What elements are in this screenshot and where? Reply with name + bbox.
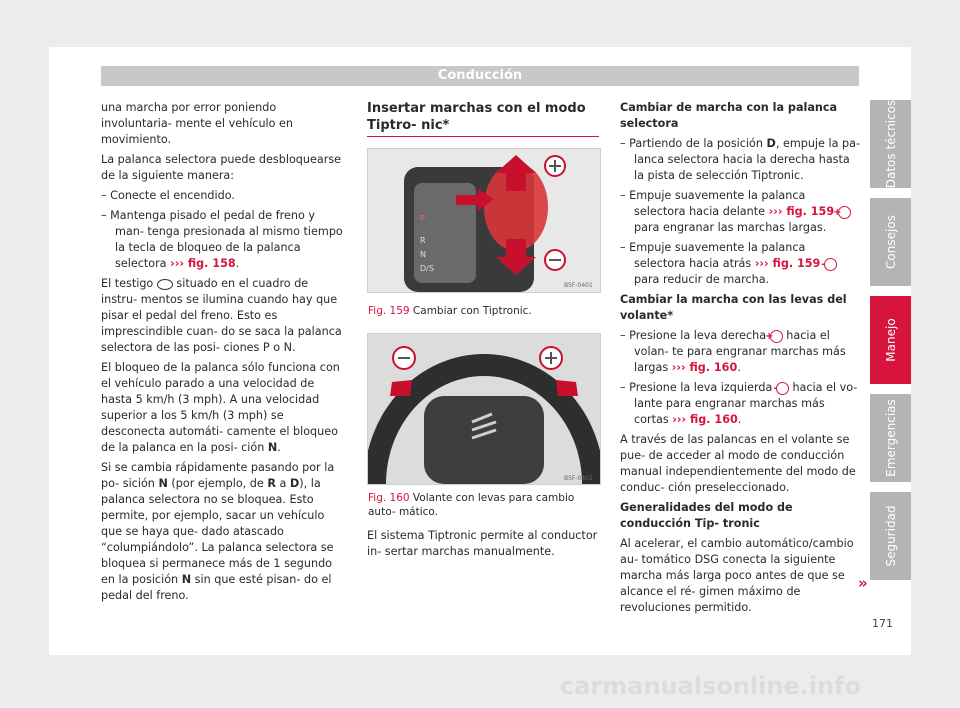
fig-link[interactable]: ››› fig. 159 (768, 205, 835, 218)
tab-emergencias[interactable]: Emergencias (870, 394, 911, 482)
tab-seguridad[interactable]: Seguridad (870, 492, 911, 580)
list-item: – Empuje suavemente la palanca selectora hacia atrás ››› fig. 159 - para reducir de marcha. (620, 240, 860, 288)
plus-icon: + (770, 330, 783, 343)
figure-code: B5F-0402 (564, 475, 593, 482)
paragraph: El bloqueo de la palanca sólo funciona con el vehículo parado a una velocidad de hasta 5 km/h (3 mph). A una velocidad superior a los 5 km/h (3 mph) se desconecta automáti- camente el bloqueo de la palanca en la posi- ción N. (101, 361, 340, 454)
paragraph: El testigo situado en el cuadro de instru- mentos se ilumina cuando hay que pisar el pedal del freno. Esto es imprescindible cuan- do se saca la palanca selectora de las posi- ciones P o N. (101, 277, 342, 354)
figure-160 (367, 333, 601, 485)
tiptronic-shifter-illustration (368, 149, 600, 292)
list-item: – Presione la leva derecha + hacia el volan- te para engranar marchas más largas ››› fig. 160. (620, 329, 846, 374)
minus-icon: - (824, 258, 837, 271)
figure-160-caption: Fig. 160 Volante con levas para cambio auto- mático. (368, 492, 575, 518)
paragraph: La palanca selectora puede desbloquearse de la siguiente manera: (101, 153, 342, 182)
brake-warning-icon (157, 279, 173, 290)
figure-159 (367, 148, 601, 293)
left-paddle-icon (390, 380, 412, 396)
fig-link[interactable]: ››› fig. 158 (170, 257, 236, 270)
paragraph: Al acelerar, el cambio automático/cambio au- tomático DSG conecta la siguiente marcha más larga poco antes de que se alcance el ré- gimen máximo de revoluciones permitido. (620, 537, 854, 614)
section-divider (367, 136, 599, 137)
subheading: Generalidades del modo de conducción Tip- tronic (620, 501, 793, 530)
paragraph: El sistema Tiptronic permite al conductor in- sertar marchas manualmente. (367, 529, 598, 558)
list-item: – Presione la leva izquierda - hacia el vo- lante para engranar marchas más cortas ››› fig. 160. (620, 381, 858, 426)
page-header: Conducción (101, 66, 859, 86)
fig-link[interactable]: ››› fig. 159 (754, 257, 821, 270)
fig-link[interactable]: ››› fig. 160 (672, 413, 738, 426)
list-item: – Empuje suavemente la palanca selectora hacia delante ››› fig. 159 + para engranar las marchas largas. (620, 188, 860, 236)
steering-wheel-illustration (368, 334, 600, 484)
gear-label-r: R (420, 236, 426, 245)
tab-consejos[interactable]: Consejos (870, 198, 911, 286)
paragraph: una marcha por error poniendo involuntaria- mente el vehículo en movimiento. (101, 101, 294, 146)
watermark: carmanualsonline.info (560, 672, 862, 700)
list-item: – Mantenga pisado el pedal de freno y man- tenga presionada al mismo tiempo la tecla de bloqueo de la palanca selectora ››› fig. 158. (101, 209, 343, 270)
section-title: Insertar marchas con el modo Tiptro- nic* (367, 101, 586, 133)
figure-159-caption: Fig. 159 Cambiar con Tiptronic. (368, 305, 532, 317)
paragraph-block (367, 528, 603, 564)
subheading: Cambiar la marcha con las levas del volante* (620, 293, 847, 322)
column-middle (367, 100, 603, 140)
gear-label-ds: D/S (420, 264, 434, 273)
fig-link[interactable]: ››› fig. 160 (671, 361, 738, 374)
list-item: – Partiendo de la posición D, empuje la pa- lanca selectora hacia la derecha hasta la pista de selección Tiptronic. (620, 137, 860, 182)
subheading: Cambiar de marcha con la palanca selectora (620, 101, 838, 130)
figure-code: B5F-0401 (564, 282, 593, 289)
gear-label-p: P (420, 214, 425, 223)
paragraph: A través de las palancas en el volante se pue- de acceder al modo de conducción manual independientemente del modo de conduc- ción preseleccionado. (620, 433, 856, 494)
tab-datos-tecnicos[interactable]: Datos técnicos (870, 100, 911, 188)
continue-icon: » (858, 574, 868, 592)
plus-icon: + (838, 206, 851, 219)
paragraph: Si se cambia rápidamente pasando por la po- sición N (por ejemplo, de R a D), la palanca selectora no se bloquea. Esto permite, por ejemplo, sacar un vehículo que se haya que- dado atascado “columpiándolo”. La palanca selectora se bloquea si permanece más de 1 segundo en la posición N sin que esté pisan- do el pedal del freno. (101, 461, 335, 602)
right-paddle-icon (556, 380, 578, 396)
column-right (620, 100, 860, 620)
page-number: 171 (872, 617, 893, 630)
minus-icon: - (776, 382, 789, 395)
tab-manejo[interactable]: Manejo (870, 296, 911, 384)
column-left (101, 100, 347, 608)
list-item: – Conecte el encendido. (101, 189, 235, 202)
gear-label-n: N (420, 250, 426, 259)
